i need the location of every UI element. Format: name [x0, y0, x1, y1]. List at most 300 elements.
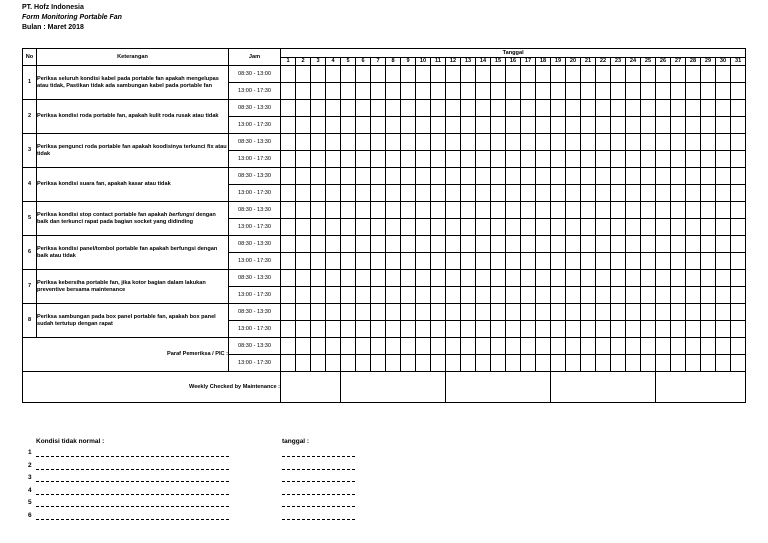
check-cell[interactable] [461, 270, 476, 287]
check-cell[interactable] [521, 253, 536, 270]
check-cell[interactable] [401, 100, 416, 117]
kondisi-input-line[interactable] [36, 519, 229, 520]
check-cell[interactable] [701, 355, 716, 372]
check-cell[interactable] [641, 304, 656, 321]
check-cell[interactable] [401, 83, 416, 100]
check-cell[interactable] [521, 304, 536, 321]
check-cell[interactable] [611, 321, 626, 338]
check-cell[interactable] [521, 355, 536, 372]
check-cell[interactable] [476, 66, 491, 83]
check-cell[interactable] [611, 66, 626, 83]
check-cell[interactable] [671, 321, 686, 338]
check-cell[interactable] [431, 66, 446, 83]
check-cell[interactable] [326, 287, 341, 304]
check-cell[interactable] [641, 270, 656, 287]
check-cell[interactable] [386, 236, 401, 253]
check-cell[interactable] [686, 338, 701, 355]
check-cell[interactable] [701, 168, 716, 185]
check-cell[interactable] [551, 100, 566, 117]
check-cell[interactable] [506, 219, 521, 236]
check-cell[interactable] [671, 134, 686, 151]
check-cell[interactable] [581, 168, 596, 185]
check-cell[interactable] [491, 253, 506, 270]
check-cell[interactable] [476, 83, 491, 100]
check-cell[interactable] [641, 151, 656, 168]
check-cell[interactable] [686, 287, 701, 304]
check-cell[interactable] [566, 168, 581, 185]
check-cell[interactable] [296, 253, 311, 270]
check-cell[interactable] [476, 355, 491, 372]
check-cell[interactable] [296, 219, 311, 236]
check-cell[interactable] [566, 202, 581, 219]
weekly-check-cell[interactable] [281, 372, 341, 403]
check-cell[interactable] [401, 219, 416, 236]
check-cell[interactable] [596, 236, 611, 253]
check-cell[interactable] [371, 304, 386, 321]
check-cell[interactable] [521, 83, 536, 100]
check-cell[interactable] [551, 83, 566, 100]
check-cell[interactable] [716, 168, 731, 185]
check-cell[interactable] [731, 168, 746, 185]
check-cell[interactable] [701, 338, 716, 355]
check-cell[interactable] [446, 287, 461, 304]
check-cell[interactable] [536, 253, 551, 270]
check-cell[interactable] [686, 253, 701, 270]
check-cell[interactable] [686, 236, 701, 253]
check-cell[interactable] [416, 253, 431, 270]
check-cell[interactable] [626, 134, 641, 151]
check-cell[interactable] [431, 185, 446, 202]
check-cell[interactable] [581, 66, 596, 83]
check-cell[interactable] [356, 253, 371, 270]
check-cell[interactable] [476, 338, 491, 355]
check-cell[interactable] [551, 134, 566, 151]
kondisi-input-line[interactable] [36, 506, 229, 507]
weekly-check-cell[interactable] [656, 372, 746, 403]
check-cell[interactable] [611, 134, 626, 151]
check-cell[interactable] [431, 202, 446, 219]
check-cell[interactable] [296, 355, 311, 372]
check-cell[interactable] [566, 321, 581, 338]
check-cell[interactable] [386, 134, 401, 151]
check-cell[interactable] [731, 321, 746, 338]
check-cell[interactable] [401, 236, 416, 253]
check-cell[interactable] [416, 117, 431, 134]
check-cell[interactable] [536, 168, 551, 185]
check-cell[interactable] [281, 185, 296, 202]
check-cell[interactable] [581, 355, 596, 372]
check-cell[interactable] [686, 168, 701, 185]
check-cell[interactable] [656, 66, 671, 83]
check-cell[interactable] [461, 253, 476, 270]
check-cell[interactable] [416, 134, 431, 151]
check-cell[interactable] [356, 338, 371, 355]
check-cell[interactable] [671, 202, 686, 219]
check-cell[interactable] [356, 202, 371, 219]
check-cell[interactable] [701, 219, 716, 236]
check-cell[interactable] [371, 134, 386, 151]
check-cell[interactable] [611, 355, 626, 372]
check-cell[interactable] [731, 270, 746, 287]
check-cell[interactable] [461, 355, 476, 372]
check-cell[interactable] [341, 185, 356, 202]
check-cell[interactable] [281, 304, 296, 321]
check-cell[interactable] [551, 253, 566, 270]
check-cell[interactable] [506, 66, 521, 83]
check-cell[interactable] [461, 66, 476, 83]
check-cell[interactable] [311, 185, 326, 202]
check-cell[interactable] [446, 270, 461, 287]
check-cell[interactable] [431, 304, 446, 321]
check-cell[interactable] [446, 304, 461, 321]
check-cell[interactable] [551, 168, 566, 185]
check-cell[interactable] [536, 83, 551, 100]
check-cell[interactable] [491, 66, 506, 83]
check-cell[interactable] [611, 287, 626, 304]
check-cell[interactable] [536, 117, 551, 134]
check-cell[interactable] [701, 134, 716, 151]
check-cell[interactable] [671, 100, 686, 117]
check-cell[interactable] [671, 304, 686, 321]
check-cell[interactable] [626, 270, 641, 287]
check-cell[interactable] [416, 287, 431, 304]
check-cell[interactable] [611, 253, 626, 270]
check-cell[interactable] [611, 338, 626, 355]
check-cell[interactable] [731, 151, 746, 168]
check-cell[interactable] [296, 83, 311, 100]
check-cell[interactable] [731, 355, 746, 372]
check-cell[interactable] [686, 83, 701, 100]
check-cell[interactable] [626, 287, 641, 304]
check-cell[interactable] [686, 134, 701, 151]
check-cell[interactable] [596, 219, 611, 236]
tanggal-input-line[interactable] [282, 469, 355, 470]
check-cell[interactable] [341, 117, 356, 134]
check-cell[interactable] [281, 236, 296, 253]
check-cell[interactable] [386, 304, 401, 321]
check-cell[interactable] [716, 321, 731, 338]
check-cell[interactable] [446, 151, 461, 168]
kondisi-input-line[interactable] [36, 456, 229, 457]
check-cell[interactable] [566, 304, 581, 321]
check-cell[interactable] [356, 321, 371, 338]
check-cell[interactable] [716, 66, 731, 83]
check-cell[interactable] [716, 100, 731, 117]
check-cell[interactable] [446, 83, 461, 100]
check-cell[interactable] [626, 100, 641, 117]
check-cell[interactable] [386, 287, 401, 304]
check-cell[interactable] [626, 117, 641, 134]
check-cell[interactable] [671, 83, 686, 100]
check-cell[interactable] [716, 185, 731, 202]
check-cell[interactable] [296, 202, 311, 219]
check-cell[interactable] [671, 185, 686, 202]
check-cell[interactable] [716, 236, 731, 253]
check-cell[interactable] [596, 304, 611, 321]
check-cell[interactable] [611, 100, 626, 117]
check-cell[interactable] [701, 236, 716, 253]
check-cell[interactable] [356, 151, 371, 168]
check-cell[interactable] [596, 66, 611, 83]
kondisi-input-line[interactable] [36, 481, 229, 482]
check-cell[interactable] [626, 66, 641, 83]
check-cell[interactable] [416, 100, 431, 117]
check-cell[interactable] [656, 321, 671, 338]
check-cell[interactable] [551, 321, 566, 338]
check-cell[interactable] [326, 236, 341, 253]
check-cell[interactable] [341, 134, 356, 151]
check-cell[interactable] [476, 219, 491, 236]
check-cell[interactable] [551, 270, 566, 287]
check-cell[interactable] [596, 83, 611, 100]
check-cell[interactable] [671, 355, 686, 372]
check-cell[interactable] [641, 168, 656, 185]
check-cell[interactable] [641, 253, 656, 270]
check-cell[interactable] [296, 66, 311, 83]
check-cell[interactable] [626, 253, 641, 270]
check-cell[interactable] [371, 117, 386, 134]
check-cell[interactable] [671, 168, 686, 185]
check-cell[interactable] [521, 151, 536, 168]
check-cell[interactable] [356, 66, 371, 83]
check-cell[interactable] [386, 66, 401, 83]
check-cell[interactable] [581, 270, 596, 287]
check-cell[interactable] [281, 134, 296, 151]
check-cell[interactable] [641, 100, 656, 117]
check-cell[interactable] [641, 219, 656, 236]
check-cell[interactable] [551, 304, 566, 321]
check-cell[interactable] [356, 219, 371, 236]
check-cell[interactable] [656, 355, 671, 372]
check-cell[interactable] [716, 338, 731, 355]
check-cell[interactable] [701, 253, 716, 270]
check-cell[interactable] [281, 66, 296, 83]
check-cell[interactable] [566, 134, 581, 151]
check-cell[interactable] [356, 287, 371, 304]
check-cell[interactable] [686, 100, 701, 117]
check-cell[interactable] [521, 219, 536, 236]
check-cell[interactable] [731, 253, 746, 270]
check-cell[interactable] [506, 321, 521, 338]
check-cell[interactable] [731, 185, 746, 202]
check-cell[interactable] [386, 219, 401, 236]
check-cell[interactable] [656, 168, 671, 185]
check-cell[interactable] [311, 253, 326, 270]
check-cell[interactable] [311, 270, 326, 287]
check-cell[interactable] [641, 134, 656, 151]
check-cell[interactable] [461, 321, 476, 338]
check-cell[interactable] [701, 270, 716, 287]
check-cell[interactable] [536, 236, 551, 253]
check-cell[interactable] [581, 253, 596, 270]
check-cell[interactable] [521, 270, 536, 287]
check-cell[interactable] [596, 270, 611, 287]
check-cell[interactable] [701, 117, 716, 134]
check-cell[interactable] [686, 270, 701, 287]
check-cell[interactable] [431, 117, 446, 134]
check-cell[interactable] [731, 304, 746, 321]
check-cell[interactable] [506, 100, 521, 117]
check-cell[interactable] [491, 338, 506, 355]
weekly-check-cell[interactable] [341, 372, 446, 403]
check-cell[interactable] [656, 338, 671, 355]
check-cell[interactable] [326, 185, 341, 202]
check-cell[interactable] [311, 117, 326, 134]
kondisi-input-line[interactable] [36, 494, 229, 495]
check-cell[interactable] [521, 236, 536, 253]
check-cell[interactable] [566, 185, 581, 202]
check-cell[interactable] [686, 219, 701, 236]
check-cell[interactable] [656, 253, 671, 270]
check-cell[interactable] [506, 270, 521, 287]
check-cell[interactable] [401, 270, 416, 287]
check-cell[interactable] [491, 321, 506, 338]
check-cell[interactable] [671, 151, 686, 168]
check-cell[interactable] [476, 270, 491, 287]
check-cell[interactable] [596, 117, 611, 134]
check-cell[interactable] [506, 202, 521, 219]
check-cell[interactable] [491, 185, 506, 202]
check-cell[interactable] [536, 287, 551, 304]
check-cell[interactable] [341, 270, 356, 287]
tanggal-input-line[interactable] [282, 456, 355, 457]
check-cell[interactable] [461, 134, 476, 151]
check-cell[interactable] [611, 185, 626, 202]
check-cell[interactable] [671, 117, 686, 134]
check-cell[interactable] [596, 355, 611, 372]
check-cell[interactable] [281, 117, 296, 134]
check-cell[interactable] [536, 355, 551, 372]
check-cell[interactable] [611, 219, 626, 236]
check-cell[interactable] [461, 338, 476, 355]
check-cell[interactable] [431, 355, 446, 372]
check-cell[interactable] [296, 151, 311, 168]
check-cell[interactable] [446, 253, 461, 270]
check-cell[interactable] [701, 66, 716, 83]
check-cell[interactable] [281, 151, 296, 168]
check-cell[interactable] [491, 151, 506, 168]
check-cell[interactable] [356, 100, 371, 117]
check-cell[interactable] [386, 168, 401, 185]
check-cell[interactable] [461, 168, 476, 185]
check-cell[interactable] [701, 185, 716, 202]
check-cell[interactable] [521, 117, 536, 134]
check-cell[interactable] [641, 321, 656, 338]
check-cell[interactable] [506, 253, 521, 270]
check-cell[interactable] [596, 338, 611, 355]
check-cell[interactable] [401, 304, 416, 321]
check-cell[interactable] [641, 338, 656, 355]
check-cell[interactable] [716, 117, 731, 134]
check-cell[interactable] [716, 134, 731, 151]
check-cell[interactable] [566, 151, 581, 168]
check-cell[interactable] [581, 236, 596, 253]
check-cell[interactable] [596, 321, 611, 338]
check-cell[interactable] [431, 287, 446, 304]
check-cell[interactable] [701, 202, 716, 219]
check-cell[interactable] [386, 151, 401, 168]
check-cell[interactable] [311, 338, 326, 355]
check-cell[interactable] [551, 117, 566, 134]
check-cell[interactable] [386, 321, 401, 338]
check-cell[interactable] [386, 338, 401, 355]
check-cell[interactable] [491, 287, 506, 304]
check-cell[interactable] [731, 134, 746, 151]
check-cell[interactable] [326, 151, 341, 168]
check-cell[interactable] [431, 236, 446, 253]
check-cell[interactable] [611, 117, 626, 134]
check-cell[interactable] [596, 202, 611, 219]
check-cell[interactable] [311, 321, 326, 338]
check-cell[interactable] [326, 270, 341, 287]
check-cell[interactable] [656, 117, 671, 134]
check-cell[interactable] [386, 100, 401, 117]
check-cell[interactable] [431, 83, 446, 100]
check-cell[interactable] [521, 66, 536, 83]
check-cell[interactable] [296, 270, 311, 287]
check-cell[interactable] [341, 66, 356, 83]
check-cell[interactable] [626, 168, 641, 185]
check-cell[interactable] [476, 117, 491, 134]
check-cell[interactable] [401, 287, 416, 304]
check-cell[interactable] [731, 236, 746, 253]
check-cell[interactable] [641, 117, 656, 134]
check-cell[interactable] [296, 168, 311, 185]
check-cell[interactable] [311, 287, 326, 304]
check-cell[interactable] [461, 100, 476, 117]
check-cell[interactable] [371, 270, 386, 287]
check-cell[interactable] [461, 117, 476, 134]
check-cell[interactable] [506, 168, 521, 185]
check-cell[interactable] [311, 100, 326, 117]
check-cell[interactable] [641, 287, 656, 304]
check-cell[interactable] [491, 83, 506, 100]
check-cell[interactable] [731, 100, 746, 117]
tanggal-input-line[interactable] [282, 519, 355, 520]
check-cell[interactable] [581, 287, 596, 304]
check-cell[interactable] [401, 151, 416, 168]
check-cell[interactable] [581, 134, 596, 151]
check-cell[interactable] [731, 202, 746, 219]
check-cell[interactable] [536, 304, 551, 321]
check-cell[interactable] [371, 338, 386, 355]
check-cell[interactable] [701, 304, 716, 321]
check-cell[interactable] [506, 304, 521, 321]
check-cell[interactable] [536, 134, 551, 151]
check-cell[interactable] [476, 304, 491, 321]
check-cell[interactable] [416, 355, 431, 372]
check-cell[interactable] [401, 355, 416, 372]
check-cell[interactable] [596, 100, 611, 117]
check-cell[interactable] [581, 100, 596, 117]
check-cell[interactable] [626, 304, 641, 321]
check-cell[interactable] [446, 168, 461, 185]
check-cell[interactable] [506, 185, 521, 202]
check-cell[interactable] [626, 151, 641, 168]
check-cell[interactable] [371, 151, 386, 168]
check-cell[interactable] [311, 236, 326, 253]
check-cell[interactable] [431, 253, 446, 270]
check-cell[interactable] [611, 236, 626, 253]
check-cell[interactable] [596, 253, 611, 270]
check-cell[interactable] [326, 202, 341, 219]
check-cell[interactable] [506, 134, 521, 151]
check-cell[interactable] [341, 321, 356, 338]
weekly-check-cell[interactable] [446, 372, 551, 403]
check-cell[interactable] [536, 151, 551, 168]
check-cell[interactable] [446, 100, 461, 117]
check-cell[interactable] [656, 270, 671, 287]
